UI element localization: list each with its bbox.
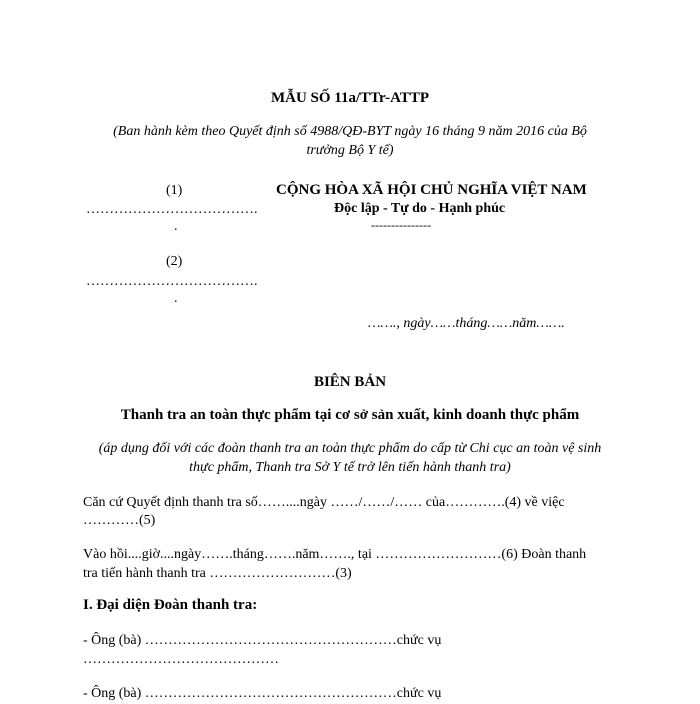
field2-dot: . bbox=[174, 291, 178, 306]
time-place-line1: Vào hồi....giờ....ngày…….tháng…….năm……., tại ………………………(6) Đoàn thanh bbox=[83, 547, 587, 562]
field1-dot: . bbox=[174, 219, 178, 234]
form-code: MẪU SỐ 11a/TTr-ATTP bbox=[270, 90, 430, 106]
representative1-line1: - Ông (bà) ………………………………………………chức vụ bbox=[83, 633, 442, 648]
date-line: ……., ngày……tháng……năm……. bbox=[368, 316, 565, 331]
time-place-line2: tra tiến hành thanh tra ………………………(3) bbox=[83, 566, 352, 581]
section1-heading: I. Đại diện Đoàn thanh tra: bbox=[83, 597, 258, 613]
national-motto: Độc lập - Tự do - Hạnh phúc bbox=[334, 201, 506, 216]
representative1-line2: …………………………………… bbox=[83, 652, 279, 667]
representative2-line1: - Ông (bà) ………………………………………………chức vụ bbox=[83, 686, 442, 701]
scope-note-line1: (áp dụng đối với các đoàn thanh tra an toàn thực phẩm do cấp từ Chi cục an toàn vệ sinh bbox=[98, 441, 602, 456]
document-title: BIÊN BẢN bbox=[313, 374, 387, 390]
field2-dots: ………………………………. bbox=[86, 274, 258, 289]
scope-note-line2: thực phẩm, Thanh tra Sở Y tế trở lên tiến hành thanh tra) bbox=[189, 460, 511, 475]
issued-by-line1: (Ban hành kèm theo Quyết định số 4988/QĐ-BYT ngày 16 tháng 9 năm 2016 của Bộ bbox=[113, 124, 587, 139]
field1-dots: ………………………………. bbox=[86, 202, 258, 217]
field1-label: (1) bbox=[166, 183, 183, 198]
document-subtitle: Thanh tra an toàn thực phẩm tại cơ sở sản xuất, kinh doanh thực phẩm bbox=[120, 407, 580, 423]
nation-name: CỘNG HÒA XÃ HỘI CHỦ NGHĨA VIỆT NAM bbox=[276, 182, 587, 198]
field2-label: (2) bbox=[166, 254, 183, 269]
issued-by-line2: trưởng Bộ Y tế) bbox=[306, 143, 394, 158]
basis-line1: Căn cứ Quyết định thanh tra số……....ngày ……/……/…… của………….(4) về việc bbox=[83, 495, 565, 510]
motto-rule: --------------- bbox=[371, 218, 431, 232]
basis-line2: …………(5) bbox=[83, 513, 156, 528]
